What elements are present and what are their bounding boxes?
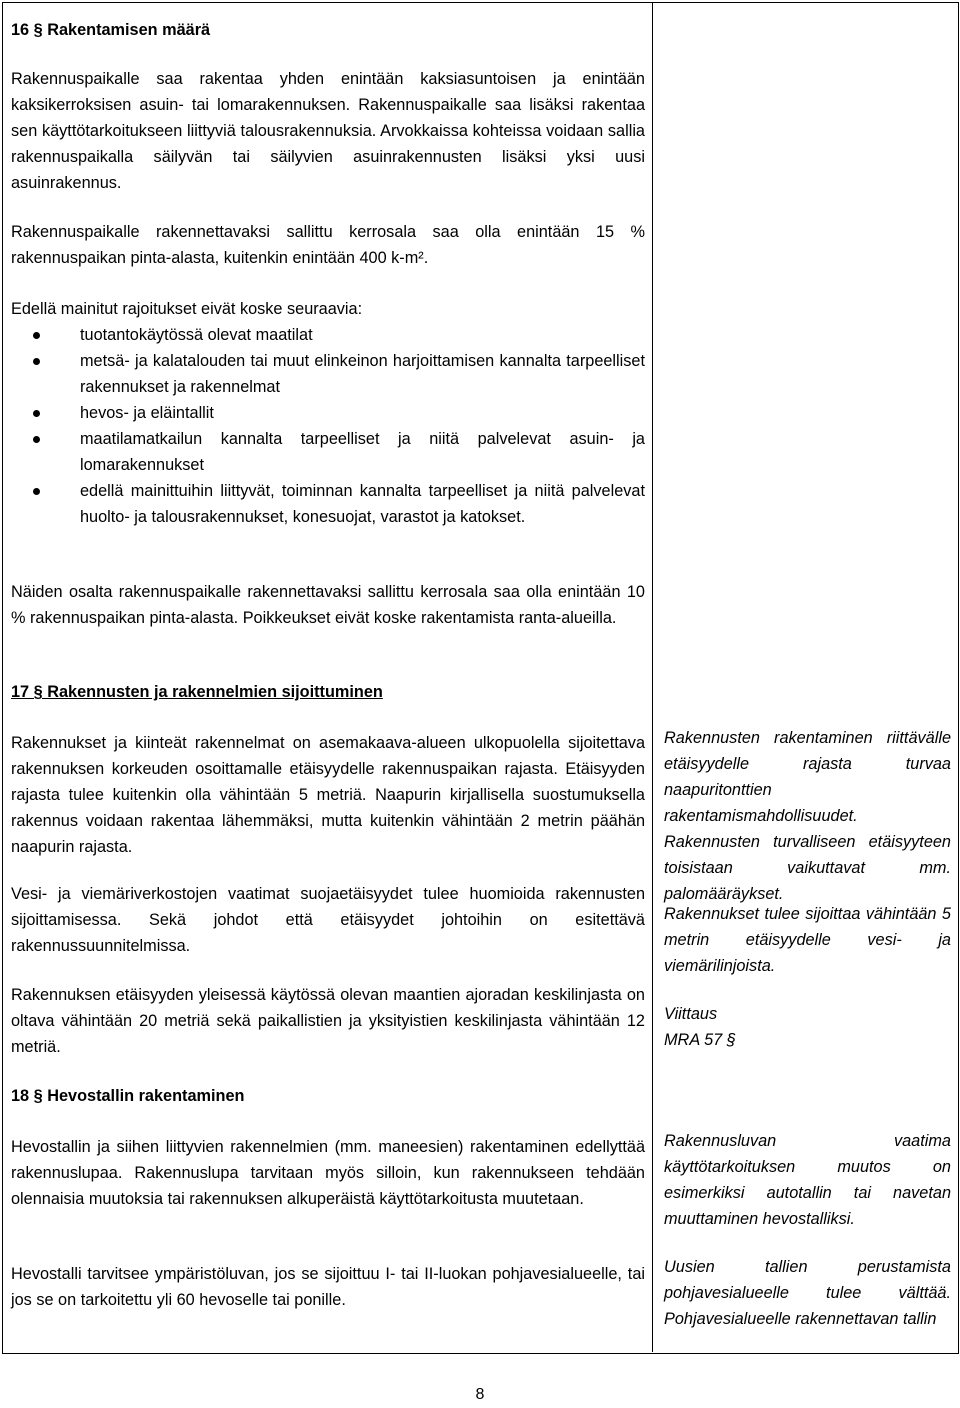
- reference-value: MRA 57 §: [664, 1031, 736, 1049]
- list-item-text: metsä- ja kalatalouden tai muut elinkeinon harjoittamisen kannalta tarpeelliset rakennukset ja rakennelmat: [80, 352, 645, 396]
- list-item-text: edellä mainittuihin liittyvät, toiminnan kannalta tarpeelliset ja niitä palvelevat huolto- ja talousrakennukset, konesuojat, varastot ja katokset.: [80, 482, 645, 526]
- list-item: [11, 426, 645, 478]
- section-18-heading: 18 § Hevostallin rakentaminen: [11, 1087, 245, 1105]
- note-text: Uusien tallien perustamista pohjavesialueelle tulee välttää. Pohjavesialueelle rakennettavan tallin: [664, 1258, 951, 1328]
- page-number: 8: [475, 1386, 485, 1403]
- list-item-text: hevos- ja eläintallit: [80, 404, 214, 422]
- section-17-paragraph-3: [11, 982, 645, 1060]
- section-16-paragraph-1: [11, 66, 645, 196]
- section-18-paragraph-2: [11, 1261, 645, 1313]
- list-item: [11, 322, 645, 348]
- note-text: Rakennusluvan vaatima käyttötarkoituksen muutos on esimerkiksi autotallin tai navetan muuttaminen hevostalliksi.: [664, 1132, 951, 1228]
- paragraph-text: Rakennuspaikalle rakennettavaksi sallittu kerrosala saa olla enintään 15 % rakennuspaikan pinta-alasta, kuitenkin enintään 400 k-m².: [11, 223, 645, 267]
- reference-label: Viittaus: [664, 1005, 718, 1023]
- list-item-text: tuotantokäytössä olevat maatilat: [80, 326, 313, 344]
- bullet-icon: [33, 410, 40, 417]
- section-18-paragraph-1: [11, 1134, 645, 1212]
- paragraph-text: Vesi- ja viemäriverkostojen vaatimat suojaetäisyydet tulee huomioida rakennusten sijoittamisessa. Sekä johdot että etäisyydet johtoihin on esitettävä rakennussuunnitelmissa.: [11, 885, 645, 955]
- bullet-icon: [33, 358, 40, 365]
- section-16-heading-block: [11, 17, 645, 43]
- exceptions-list: [11, 322, 645, 530]
- section-17-heading-block: [11, 679, 645, 705]
- column-divider: [652, 2, 653, 1352]
- note-text: Rakennusten rakentaminen riittävälle etäisyydelle rajasta turvaa naapuritonttien rakentamismahdollisuudet. Rakennusten turvalliseen etäisyyteen toisistaan vaikuttavat mm. palomääräykset.: [664, 729, 951, 903]
- section-18-heading-block: [11, 1083, 645, 1109]
- list-item: [11, 348, 645, 400]
- section-17-paragraph-2: [11, 881, 645, 959]
- section-17-note-2: [664, 901, 951, 979]
- bullet-icon: [33, 488, 40, 495]
- paragraph-text: Rakennuspaikalle saa rakentaa yhden enintään kaksiasuntoisen ja enintään kaksikerroksisen asuin- tai lomarakennuksen. Rakennuspaikalle saa lisäksi rakentaa sen käyttötarkoitukseen liittyviä talousrakennuksia. Arvokkaissa kohteissa voidaan sallia rakennuspaikalla säilyvän tai säilyvien asuinrakennusten lisäksi yksi uusi asuinrakennus.: [11, 70, 645, 192]
- section-16-paragraph-4: [11, 579, 645, 631]
- paragraph-text: Rakennukset ja kiinteät rakennelmat on asemakaava-alueen ulkopuolella sijoitettava rakennuksen korkeuden osoittamalle etäisyydelle rakennuspaikan rajasta. Etäisyyden rajasta tulee kuitenkin olla vähintään 5 metriä. Naapurin kirjallisella suostumuksella rakennus voidaan rakentaa lähemmäksi, mutta kuitenkin vähintään 2 metrin päähän naapurin rajasta.: [11, 734, 645, 856]
- bullet-icon: [33, 332, 40, 339]
- list-item: [11, 478, 645, 530]
- paragraph-text: Rakennuksen etäisyyden yleisessä käytössä olevan maantien ajoradan keskilinjasta on oltava vähintään 20 metriä sekä paikallistien ja yksityistien keskilinjasta vähintään 12 metriä.: [11, 986, 645, 1056]
- paragraph-text: Hevostallin ja siihen liittyvien rakennelmien (mm. maneesien) rakentaminen edellyttää rakennuslupaa. Rakennuslupa tarvitaan myös silloin, kun rakennukseen tehdään olennaisia muutoksia tai rakennuksen alkuperäistä käyttötarkoitusta muutetaan.: [11, 1138, 645, 1208]
- list-item: [11, 400, 645, 426]
- section-16-list-block: [11, 296, 645, 530]
- list-item-text: maatilamatkailun kannalta tarpeelliset ja niitä palvelevat asuin- ja lomarakennukset: [80, 430, 645, 474]
- section-17-heading: 17 § Rakennusten ja rakennelmien sijoittuminen: [11, 683, 383, 701]
- section-18-note-1: [664, 1128, 951, 1232]
- section-17-note-3: [664, 1001, 951, 1053]
- section-17-paragraph-1: [11, 730, 645, 860]
- section-17-note-1: [664, 725, 951, 907]
- paragraph-text: Hevostalli tarvitsee ympäristöluvan, jos se sijoittuu I- tai II-luokan pohjavesialueelle, tai jos se on tarkoitettu yli 60 hevoselle tai ponille.: [11, 1265, 645, 1309]
- note-text: Rakennukset tulee sijoittaa vähintään 5 metrin etäisyydelle vesi- ja viemärilinjoista.: [664, 905, 951, 975]
- section-16-heading: 16 § Rakentamisen määrä: [11, 21, 211, 39]
- section-18-note-2: [664, 1254, 951, 1332]
- bullet-icon: [33, 436, 40, 443]
- section-16-paragraph-2: [11, 219, 645, 271]
- paragraph-text: Näiden osalta rakennuspaikalle rakennettavaksi sallittu kerrosala saa olla enintään 10 % rakennuspaikan pinta-alasta. Poikkeukset eivät koske rakentamista ranta-alueilla.: [11, 583, 645, 627]
- list-lead: Edellä mainitut rajoitukset eivät koske seuraavia:: [11, 300, 363, 318]
